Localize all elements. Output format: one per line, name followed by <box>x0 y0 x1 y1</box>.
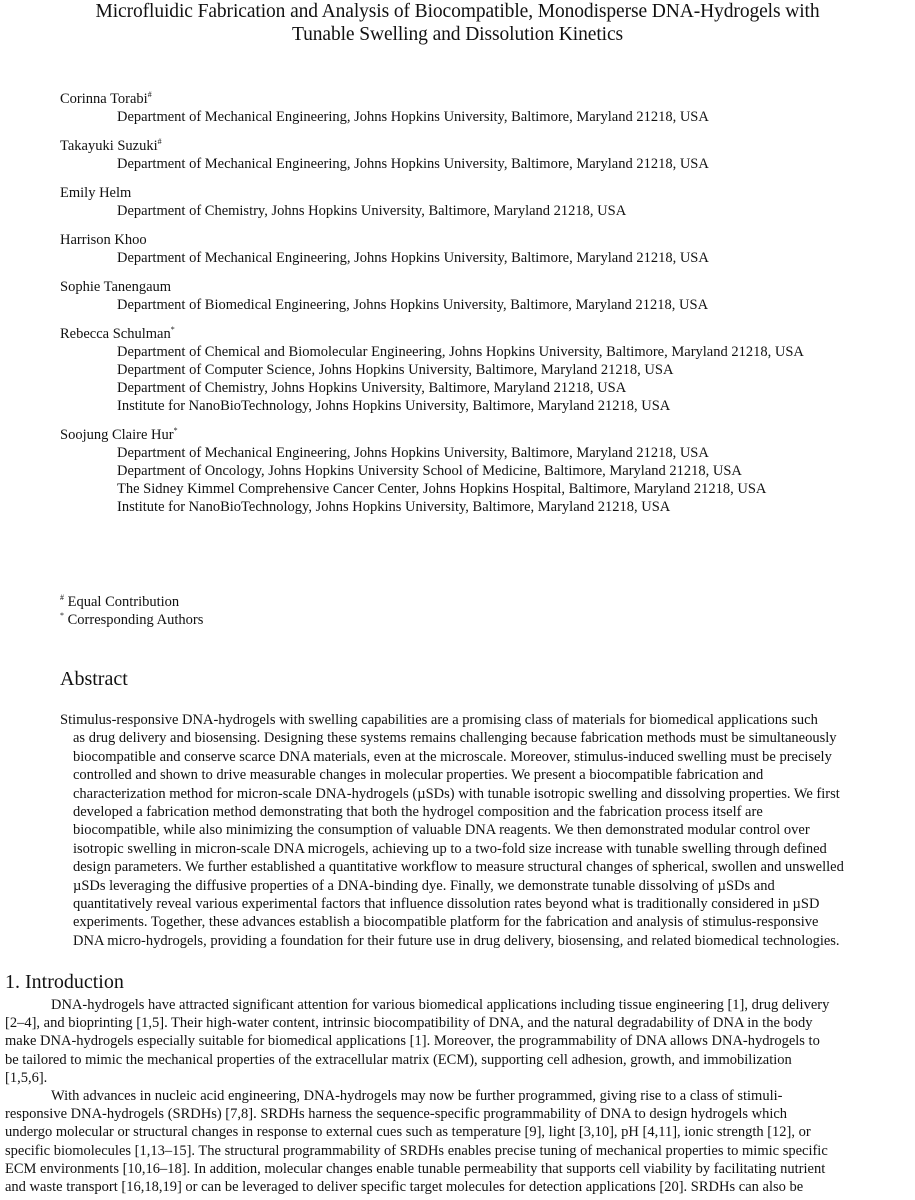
abstract-line: DNA micro-hydrogels, providing a foundation for their future use in drug delivery, biosensing, and related biomedical technologies. <box>73 932 840 949</box>
author-name: Rebecca Schulman* <box>60 325 175 342</box>
author-name: Harrison Khoo <box>60 232 147 248</box>
intro-line: undergo molecular or structural changes in response to external cues such as temperature [9], light [3,10], pH [4,11], ionic strength [12], or <box>5 1124 811 1141</box>
affiliation: Department of Mechanical Engineering, Johns Hopkins University, Baltimore, Maryland 21218, USA <box>117 445 709 461</box>
corresponding-author-note: * Corresponding Authors <box>60 611 204 628</box>
affiliation: Department of Biomedical Engineering, Johns Hopkins University, Baltimore, Maryland 21218, USA <box>117 297 709 313</box>
introduction-text <box>5 996 910 1196</box>
abstract-text <box>60 711 910 950</box>
author-block <box>60 278 910 314</box>
abstract-line: as drug delivery and biosensing. Designing these systems remains challenging because fabrication methods must be simultaneously <box>73 730 837 747</box>
abstract-line: controlled and shown to drive measurable changes in molecular properties. We present a biocompatible fabrication and <box>73 767 764 784</box>
author-block <box>60 426 910 516</box>
author-mark: * <box>170 325 175 334</box>
intro-line: be tailored to mimic the mechanical properties of the extracellular matrix (ECM), supporting cell adhesion, growth, and immobilization <box>5 1051 792 1068</box>
intro-line: specific biomolecules [1,13–15]. The structural programmability of SRDHs enables precise tuning of mechanical properties to mimic specific <box>5 1142 828 1159</box>
introduction-heading: 1. Introduction <box>5 971 124 993</box>
abstract-line: isotropic swelling in micron-scale DNA microgels, achieving up to a two-fold size increase with tunable swelling through defined <box>73 840 827 857</box>
equal-contribution-note: # Equal Contribution <box>60 593 180 610</box>
intro-line: make DNA-hydrogels especially suitable for biomedical applications [1]. Moreover, the programmability of DNA allows DNA-hydrogels to <box>5 1033 820 1050</box>
abstract-heading: Abstract <box>60 668 128 690</box>
affiliation: Department of Oncology, Johns Hopkins University School of Medicine, Baltimore, Maryland 21218, USA <box>117 463 742 479</box>
intro-line: ECM environments [10,16–18]. In addition, molecular changes enable tunable permeability that supports cell viability by facilitating nutrient <box>5 1160 826 1177</box>
intro-line: and waste transport [16,18,19] or can be leveraged to deliver specific target molecules for detection applications [20]. SRDHs can also be <box>5 1179 804 1196</box>
title-line-1: Microfluidic Fabrication and Analysis of Biocompatible, Monodisperse DNA-Hydrogels with <box>95 1 820 22</box>
abstract-line: biocompatible and conserve scarce DNA materials, even at the microscale. Moreover, stimulus-induced swelling must be precisely <box>73 748 832 765</box>
author-mark: * <box>173 426 178 435</box>
affiliation: Department of Chemistry, Johns Hopkins University, Baltimore, Maryland 21218, USA <box>117 203 627 219</box>
intro-line: DNA-hydrogels have attracted significant attention for various biomedical applications including tissue engineering [1], drug delivery <box>51 997 830 1013</box>
affiliation: Department of Mechanical Engineering, Johns Hopkins University, Baltimore, Maryland 21218, USA <box>117 109 709 125</box>
author-mark: # <box>157 137 162 146</box>
author-block <box>60 184 910 220</box>
abstract-line: quantitatively reveal various experimental factors that influence dissolution rates beyond what is traditionally considered in µSD <box>73 896 820 913</box>
abstract-line: Stimulus-responsive DNA-hydrogels with swelling capabilities are a promising class of materials for biomedical applications such <box>60 712 818 728</box>
affiliation: Department of Chemical and Biomolecular Engineering, Johns Hopkins University, Baltimore, Maryland 21218, USA <box>117 344 804 360</box>
author-list <box>60 90 910 527</box>
author-mark: # <box>147 90 152 99</box>
affiliation: Institute for NanoBioTechnology, Johns Hopkins University, Baltimore, Maryland 21218, USA <box>117 398 671 414</box>
abstract-line: design parameters. We further established a quantitative workflow to measure structural changes of spherical, swollen and unswelled <box>73 859 844 876</box>
author-block <box>60 231 910 267</box>
affiliation: Department of Computer Science, Johns Hopkins University, Baltimore, Maryland 21218, USA <box>117 362 674 378</box>
author-name: Sophie Tanengaum <box>60 279 172 295</box>
author-name: Emily Helm <box>60 185 132 201</box>
affiliation: The Sidney Kimmel Comprehensive Cancer Center, Johns Hopkins Hospital, Baltimore, Maryland 21218, USA <box>117 481 767 497</box>
abstract-line: characterization method for micron-scale DNA-hydrogels (µSDs) with tunable isotropic swelling and dissolving properties. We first <box>73 785 840 802</box>
affiliation: Department of Mechanical Engineering, Johns Hopkins University, Baltimore, Maryland 21218, USA <box>117 250 709 266</box>
intro-line: responsive DNA-hydrogels (SRDHs) [7,8]. SRDHs harness the sequence-specific programmability of DNA to design hydrogels which <box>5 1106 788 1123</box>
abstract-line: µSDs leveraging the diffusive properties of a DNA-binding dye. Finally, we demonstrate tunable dissolving of µSDs and <box>73 877 775 894</box>
abstract-line: experiments. Together, these advances establish a biocompatible platform for the fabrication and analysis of stimulus-responsive <box>73 914 819 931</box>
author-name: Soojung Claire Hur* <box>60 426 178 443</box>
title-line-2: Tunable Swelling and Dissolution Kinetics <box>291 24 623 45</box>
affiliation: Institute for NanoBioTechnology, Johns Hopkins University, Baltimore, Maryland 21218, USA <box>117 499 671 515</box>
author-block <box>60 90 910 126</box>
author-name: Takayuki Suzuki# <box>60 137 162 154</box>
intro-line: With advances in nucleic acid engineering, DNA-hydrogels may now be further programmed, giving rise to a class of stimuli- <box>51 1088 783 1105</box>
author-block <box>60 137 910 173</box>
affiliation: Department of Chemistry, Johns Hopkins University, Baltimore, Maryland 21218, USA <box>117 380 627 396</box>
intro-line: [2–4], and bioprinting [1,5]. Their high-water content, intrinsic biocompatibility of DNA, and the natural degradability of DNA in the body <box>5 1015 813 1032</box>
abstract-line: developed a fabrication method demonstrating that both the hydrogel composition and the fabrication process itself are <box>73 804 763 821</box>
paper-title <box>0 0 915 46</box>
affiliation: Department of Mechanical Engineering, Johns Hopkins University, Baltimore, Maryland 21218, USA <box>117 156 709 172</box>
author-name: Corinna Torabi# <box>60 90 152 107</box>
intro-line: [1,5,6]. <box>5 1069 48 1086</box>
author-notes <box>60 593 203 629</box>
author-block <box>60 325 910 415</box>
abstract-line: biocompatible, while also minimizing the consumption of valuable DNA reagents. We then demonstrated modular control over <box>73 822 810 839</box>
